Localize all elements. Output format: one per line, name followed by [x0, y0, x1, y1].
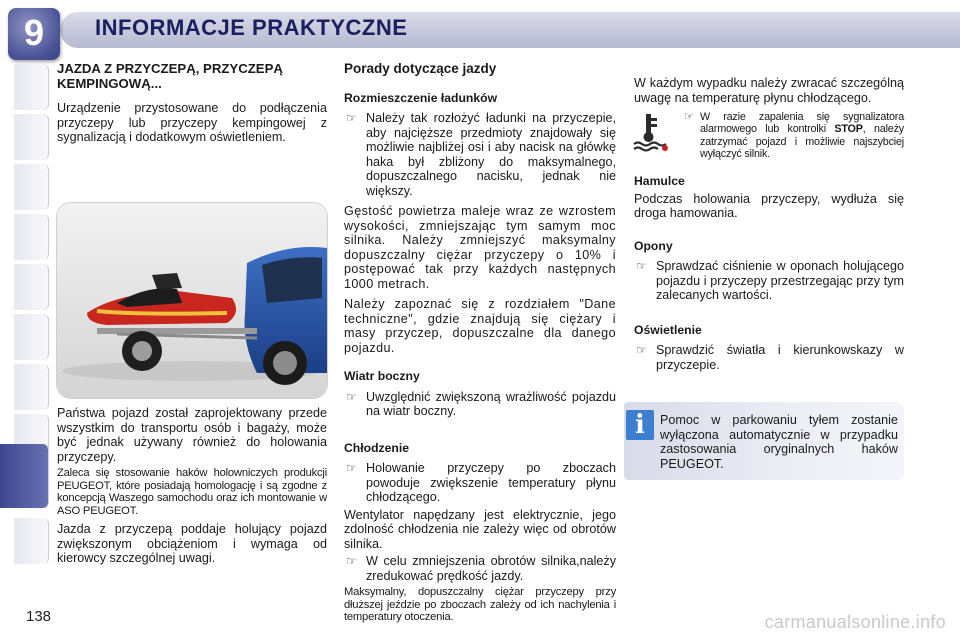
column-1 — [57, 62, 327, 145]
paragraph: Państwa pojazd został zaprojektowany przede wszystkim do transportu osób i bagaży, może być jednak używany również do holowania przyczepy. — [57, 406, 327, 464]
paragraph: Wentylator napędzany jest elektrycznie, jego zdolność chłodzenia nie zależy więc od obrotów silnika. — [344, 507, 616, 551]
stop-label: STOP — [834, 123, 863, 136]
pointing-hand-icon: ☞ — [636, 259, 647, 273]
towing-illustration — [57, 203, 327, 398]
paragraph: Należy zapoznać się z rozdziałem "Dane techniczne", gdzie znajdują się ciężary i masy przyczep, dopuszczalne dla danego pojazdu. — [344, 297, 616, 355]
watermark: carmanualsonline.info — [764, 612, 946, 632]
subheading: Hamulce — [634, 174, 685, 188]
jetski-trailer-image — [57, 203, 327, 398]
chapter-tab[interactable] — [14, 114, 49, 160]
info-icon: i — [626, 410, 654, 440]
pointing-hand-icon: ☞ — [684, 110, 694, 123]
chapter-tab[interactable] — [14, 214, 49, 260]
pointing-hand-icon: ☞ — [346, 389, 357, 404]
page-title: INFORMACJE PRAKTYCZNE — [95, 15, 408, 40]
column-2 — [344, 62, 616, 624]
bullet-item: ☞ Sprawdzić światła i kierunkowskazy w przyczepie. — [636, 343, 904, 372]
chapter-tab[interactable] — [14, 518, 49, 564]
bullet-item: ☞ W celu zmniejszenia obrotów silnika,należy zredukować prędkość jazdy. — [346, 554, 616, 583]
section-heading: JAZDA Z PRZYCZEPĄ, PRZYCZEPĄ KEMPINGOWĄ... — [57, 61, 283, 91]
column-3 — [634, 76, 904, 105]
pointing-hand-icon: ☞ — [346, 554, 357, 568]
section-heading: Porady dotyczące jazdy — [344, 61, 497, 76]
coolant-temperature-warning-icon — [632, 112, 668, 152]
pointing-hand-icon: ☞ — [346, 111, 357, 125]
subheading: Oświetlenie — [634, 322, 702, 337]
column-1-lower — [57, 406, 327, 566]
chapter-number: 9 — [23, 12, 45, 53]
paragraph: Gęstość powietrza maleje wraz ze wzrostem wysokości, zmniejszając tym samym moc silnika. Należy zmniejszyć maksymalny dopuszczalny ciężar przyczepy o 10% i postępować tak przy każdych następnych 1000 metrach. — [344, 204, 616, 291]
bullet-item: ☞ W razie zapalenia się sygnalizatora alarmowego lub kontrolki STOP, należy zatrzymać pojazd i możliwie najszybciej wyłączyć silnik. — [684, 110, 904, 160]
bullet-item: ☞ Holowanie przyczepy po zboczach powoduje zwiększenie temperatury płynu chłodzącego. — [346, 461, 616, 504]
info-text: Pomoc w parkowaniu tyłem zostanie wyłączona automatycznie w przypadku zastosowania oryginalnych haków PEUGEOT. — [660, 413, 898, 471]
page-number: 138 — [26, 608, 52, 625]
pointing-hand-icon: ☞ — [346, 461, 357, 475]
warning-note — [682, 111, 904, 160]
chapter-tab-active[interactable] — [0, 444, 49, 508]
bullet-item: ☞ Uwzględnić zwiększoną wrażliwość pojazdu na wiatr boczny. — [346, 389, 616, 418]
chapter-tabs — [0, 64, 50, 584]
chapter-tab[interactable] — [14, 314, 49, 360]
pointing-hand-icon: ☞ — [636, 343, 647, 357]
subheading: Rozmieszczenie ładunków — [344, 90, 498, 105]
chapter-badge — [8, 8, 60, 60]
chapter-tab[interactable] — [14, 164, 49, 210]
chapter-tab[interactable] — [14, 264, 49, 310]
paragraph: W każdym wypadku należy zwracać szczególną uwagę na temperaturę płynu chłodzącego. — [634, 76, 904, 105]
bullet-item: ☞ Sprawdzać ciśnienie w oponach holującego pojazdu i przyczepy przestrzegając przy tym zalecanych wartości. — [636, 259, 904, 302]
subheading: Chłodzenie — [344, 440, 410, 455]
subheading: Opony — [634, 238, 673, 253]
bullet-item: ☞ Należy tak rozłożyć ładunki na przyczepie, aby najcięższe przedmioty znajdowały się możliwie najbliżej osi i aby nacisk na główkę haka był zbliżony do maksymalnego, dopuszczalnego nacisku, jednak nie większy. — [346, 111, 616, 198]
chapter-tab[interactable] — [14, 364, 49, 410]
chapter-tab[interactable] — [14, 64, 49, 110]
intro-paragraph: Urządzenie przystosowane do podłączenia przyczepy lub przyczepy kempingowej z sygnalizacją i dodatkowym oświetleniem. — [57, 101, 327, 144]
column-3-lower — [634, 174, 904, 372]
paragraph: Podczas holowania przyczepy, wydłuża się droga hamowania. — [634, 191, 904, 220]
paragraph-small: Maksymalny, dopuszczalny ciężar przyczepy przy dłuższej jeździe po zboczach zależy od ich nachylenia i temperatury otoczenia. — [344, 586, 616, 624]
paragraph-small: Zaleca się stosowanie haków holowniczych produkcji PEUGEOT, które posiadają homologację i są zgodne z koncepcją Waszego samochodu oraz ich montowanie w ASO PEUGEOT. — [57, 467, 327, 517]
subheading: Wiatr boczny — [344, 369, 420, 383]
paragraph: Jazda z przyczepą poddaje holujący pojazd zwiększonym obciążeniom i wymaga od kierowcy szczególnej uwagi. — [57, 522, 327, 566]
